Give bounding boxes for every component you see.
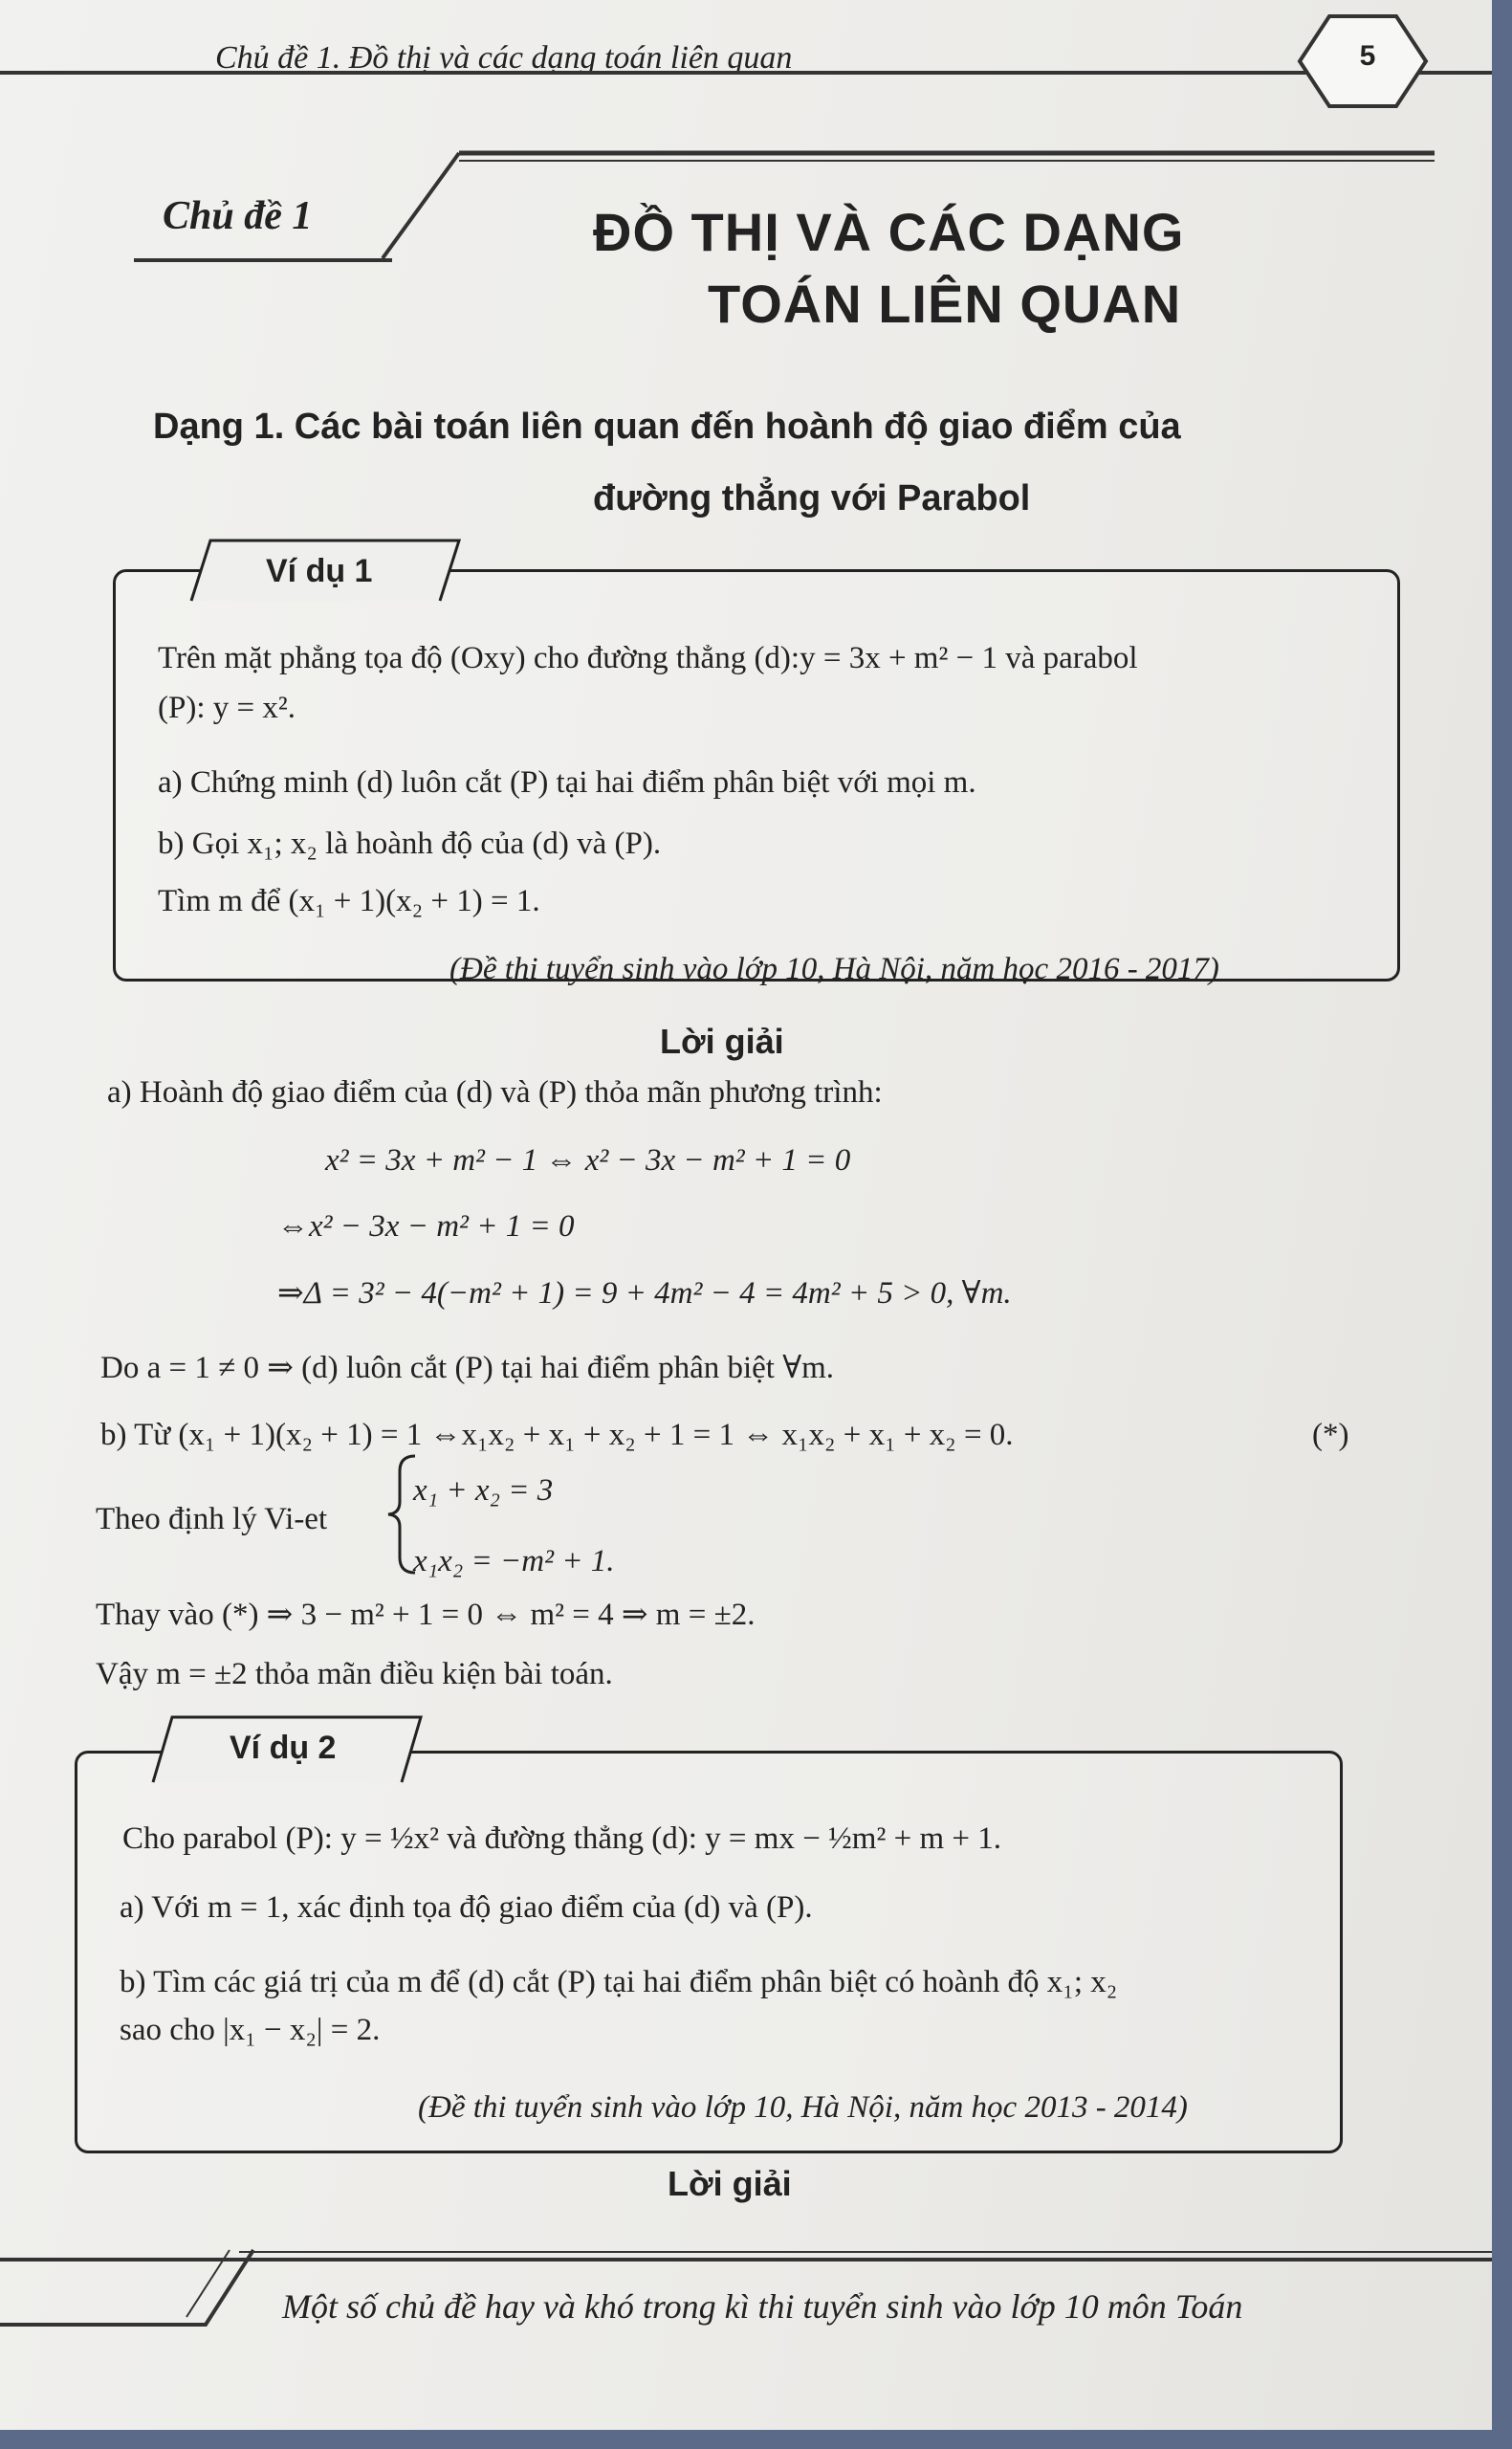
chapter-title-line2: TOÁN LIÊN QUAN (708, 274, 1182, 334)
equation-tag: (*) (1312, 1418, 1349, 1452)
solution1-line: Theo định lý Vi-et (96, 1502, 328, 1536)
example1-source: (Đề thi tuyển sinh vào lớp 10, Hà Nội, năm học 2016 - 2017) (449, 952, 1219, 986)
system-equation-1: x₁ + x₂ = 3 (413, 1473, 554, 1508)
example1-label: Ví dụ 1 (266, 553, 373, 589)
solution1-line: Thay vào (*) ⇒ 3 − m² + 1 = 0 ⇔ m² = 4 ⇒ m = ±2. (96, 1598, 756, 1632)
solution1-heading: Lời giải (660, 1022, 784, 1061)
example2-line: a) Với m = 1, xác định tọa độ giao điểm của (d) và (P). (120, 1890, 813, 1925)
solution1-line: Do a = 1 ≠ 0 ⇒ (d) luôn cắt (P) tại hai điểm phân biệt ∀m. (100, 1351, 835, 1385)
solution1-equation: x² = 3x + m² − 1 ⇔ x² − 3x − m² + 1 = 0 (325, 1143, 851, 1178)
solution1-equation: ⇒Δ = 3² − 4(−m² + 1) = 9 + 4m² − 4 = 4m² + 5 > 0, ∀m. (277, 1276, 1012, 1311)
example1-line: Trên mặt phẳng tọa độ (Oxy) cho đường thẳng (d):y = 3x + m² − 1 và parabol (158, 641, 1138, 675)
example1-line: (P): y = x². (158, 691, 296, 725)
chapter-title-line1: ĐỒ THỊ VÀ CÁC DẠNG (593, 202, 1185, 262)
example2-line: b) Tìm các giá trị của m để (d) cắt (P) tại hai điểm phân biệt có hoành độ x₁; x₂ (120, 1965, 1118, 1999)
solution1-line: Vậy m = ±2 thỏa mãn điều kiện bài toán. (96, 1657, 613, 1691)
page-number: 5 (1359, 40, 1376, 72)
section-title-line1: Dạng 1. Các bài toán liên quan đến hoành độ giao điểm của (153, 407, 1181, 447)
chapter-label: Chủ đề 1 (163, 194, 313, 238)
solution1-equation: ⇔x² − 3x − m² + 1 = 0 (277, 1209, 575, 1244)
footer-text: Một số chủ đề hay và khó trong kì thi tuyển sinh vào lớp 10 môn Toán (282, 2287, 1243, 2326)
example1-line: b) Gọi x₁; x₂ là hoành độ của (d) và (P). (158, 827, 662, 861)
example1-line: Tìm m để (x₁ + 1)(x₂ + 1) = 1. (158, 884, 540, 918)
example2-source: (Đề thi tuyển sinh vào lớp 10, Hà Nội, năm học 2013 - 2014) (418, 2090, 1188, 2125)
solution2-heading: Lời giải (668, 2164, 792, 2203)
system-equation-2: x₁x₂ = −m² + 1. (413, 1544, 615, 1578)
running-title: Chủ đề 1. Đồ thị và các dạng toán liên quan (215, 40, 793, 76)
section-title-line2: đường thẳng với Parabol (593, 478, 1031, 518)
example2-label: Ví dụ 2 (230, 1730, 337, 1766)
example2-line: Cho parabol (P): y = ½x² và đường thẳng (d): y = mx − ½m² + m + 1. (122, 1821, 1002, 1856)
example2-line: sao cho |x₁ − x₂| = 2. (120, 2013, 381, 2047)
solution1-line: a) Hoành độ giao điểm của (d) và (P) thỏa mãn phương trình: (107, 1075, 883, 1110)
solution1-line: b) Từ (x₁ + 1)(x₂ + 1) = 1 ⇔x₁x₂ + x₁ + x₂ + 1 = 1 ⇔ x₁x₂ + x₁ + x₂ = 0. (100, 1418, 1014, 1452)
example1-line: a) Chứng minh (d) luôn cắt (P) tại hai điểm phân biệt với mọi m. (158, 765, 976, 800)
header-rule (0, 71, 1492, 75)
